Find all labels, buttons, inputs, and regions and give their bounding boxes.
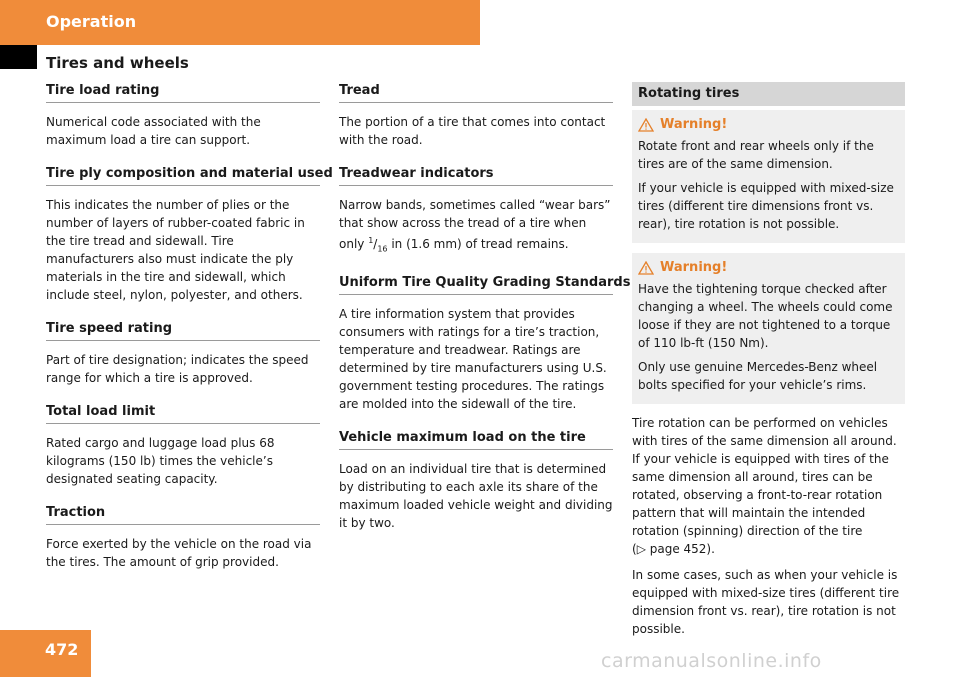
body-ply-composition: This indicates the number of plies or the number of layers of rubber-coated fabric in the tire tread and sidewall. Tire manufacturers also must indicate the ply materials in the tire and sidewall, which include steel, nylon, polyester, and others. (46, 198, 305, 302)
column-right (632, 82, 905, 646)
warning-title (638, 116, 899, 134)
heading-treadwear-indicators: Treadwear indicators (339, 165, 613, 186)
body-total-load-limit: Rated cargo and luggage load plus 68 kilograms (150 lb) times the vehicle’s designated seating capacity. (46, 436, 275, 486)
warning-text-1: Have the tightening torque checked after changing a wheel. The wheels could come loose if they are not tightened to a torque of 110 lb-ft (150 Nm). (638, 282, 893, 350)
treadwear-text-a: Narrow bands, sometimes called “wear bars” that show across the tread of a tire when only (339, 198, 611, 251)
heading-speed-rating: Tire speed rating (46, 320, 320, 341)
treadwear-text-b: in (1.6 mm) of tread remains. (387, 237, 569, 251)
watermark: carmanualsonline.info (601, 650, 822, 672)
page-ref-arrow-icon: ▷ (636, 542, 646, 556)
page-number-tab (0, 630, 91, 677)
column-left (46, 82, 333, 587)
heading-rotating-tires: Rotating tires (632, 82, 905, 106)
body-treadwear-indicators (339, 196, 613, 258)
heading-traction: Traction (46, 504, 320, 525)
fraction-numerator: 1 (368, 236, 374, 245)
subsection-marker (0, 45, 37, 69)
warning-triangle-icon (638, 261, 654, 275)
body-vehicle-max-load: Load on an individual tire that is determined by distributing to each axle its share of the maximum loaded vehicle weight and dividing it by two. (339, 462, 613, 531)
page-ref-text: page 452). (645, 542, 715, 556)
warning-text-1: Rotate front and rear wheels only if the tires are of the same dimension. (638, 139, 874, 171)
rotation-text: Tire rotation can be performed on vehicles with tires of the same dimension all around. If your vehicle is equipped with tires of the same dimension all around, tires can be rotated, observing a front-to-rear rotation pattern that will maintain the intended rotation (spinning) direction of the tire ( (632, 416, 897, 556)
heading-vehicle-max-load: Vehicle maximum load on the tire (339, 429, 613, 450)
heading-tire-load-rating: Tire load rating (46, 82, 320, 103)
body-rotation-pattern (632, 414, 905, 558)
fraction-denominator: 16 (377, 244, 388, 254)
warning-text-2: If your vehicle is equipped with mixed-size tires (different tire dimensions front vs. rear), tire rotation is not possible. (638, 181, 894, 231)
heading-total-load-limit: Total load limit (46, 403, 320, 424)
body-tread: The portion of a tire that comes into contact with the road. (339, 115, 606, 147)
body-traction: Force exerted by the vehicle on the road via the tires. The amount of grip provided. (46, 537, 312, 569)
warning-title (638, 259, 899, 277)
warning-triangle-icon (638, 118, 654, 132)
warning-label: Warning! (660, 260, 728, 275)
heading-utqg: Uniform Tire Quality Grading Standards (339, 274, 613, 295)
warning-text-2: Only use genuine Mercedes-Benz wheel bolts specified for your vehicle’s rims. (638, 360, 878, 392)
body-utqg: A tire information system that provides consumers with ratings for a tire’s traction, temperature and treadwear. Ratings are determined by tire manufacturers using U.S. government testing procedures. The ratings are molded into the sidewall of the tire. (339, 307, 607, 412)
body-mixed-size: In some cases, such as when your vehicle is equipped with mixed-size tires (different tire dimension front vs. rear), tire rotation is not possible. (632, 568, 900, 636)
body-speed-rating: Part of tire designation; indicates the speed range for which a tire is approved. (46, 353, 309, 385)
subsection-title: Tires and wheels (46, 54, 189, 72)
warning-box-rotation (632, 110, 905, 243)
body-tire-load-rating: Numerical code associated with the maximum load a tire can support. (46, 115, 261, 147)
page-number: 472 (45, 640, 79, 659)
heading-ply-composition: Tire ply composition and material used (46, 165, 320, 186)
fraction-one-sixteenth: $^1/_{16}$ (368, 236, 388, 254)
heading-tread: Tread (339, 82, 613, 103)
page-reference-link[interactable] (637, 542, 715, 556)
warning-label: Warning! (660, 117, 728, 132)
column-middle (339, 82, 631, 548)
section-title: Operation (46, 12, 137, 31)
warning-box-torque (632, 253, 905, 404)
